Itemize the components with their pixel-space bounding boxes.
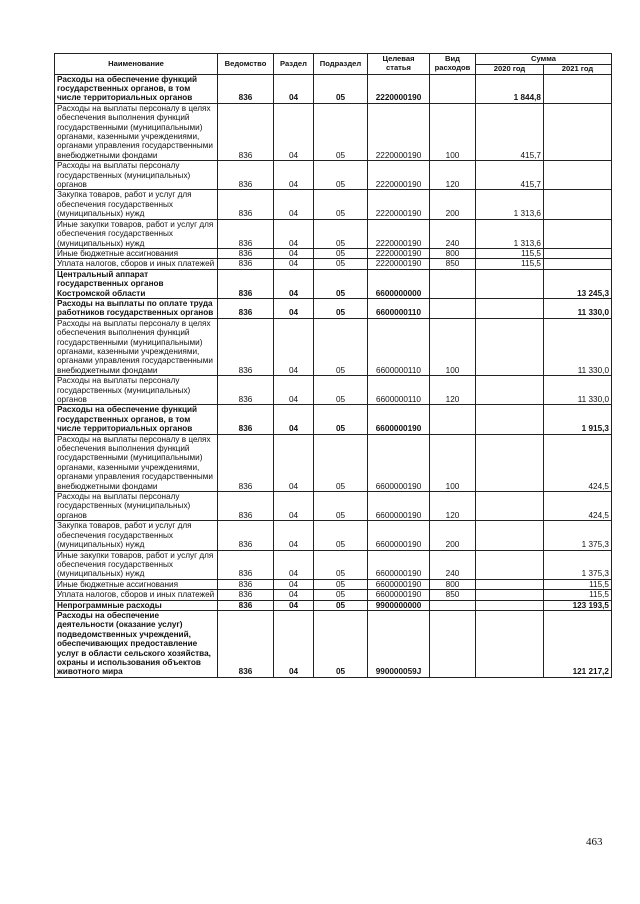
cell-department: 836 [218,405,274,434]
cell-sum-2020: 1 313,6 [476,219,544,248]
cell-target: 6600000190 [368,405,430,434]
cell-department: 836 [218,600,274,610]
table-row [55,74,612,103]
cell-name: Расходы на выплаты персоналу государственных (муниципальных) органов [55,376,218,405]
header-sum: Сумма [476,54,612,65]
cell-subsection: 05 [314,103,368,160]
cell-sum-2020 [476,590,544,600]
cell-sum-2021 [544,103,612,160]
cell-sum-2020 [476,492,544,521]
cell-name: Иные бюджетные ассигнования [55,579,218,589]
cell-sum-2020: 415,7 [476,161,544,190]
cell-expense-type [430,74,476,103]
cell-department: 836 [218,161,274,190]
cell-sum-2021 [544,259,612,269]
cell-subsection: 05 [314,219,368,248]
cell-name: Иные закупки товаров, работ и услуг для обеспечения государственных (муниципальных) нужд [55,550,218,579]
cell-department: 836 [218,550,274,579]
table-row [55,434,612,491]
cell-sum-2021: 1 915,3 [544,405,612,434]
cell-target: 6600000190 [368,434,430,491]
table-row [55,492,612,521]
cell-section: 04 [274,298,314,318]
cell-target: 2220000190 [368,103,430,160]
cell-sum-2020 [476,521,544,550]
table-row [55,590,612,600]
cell-target: 6600000000 [368,269,430,298]
cell-section: 04 [274,219,314,248]
cell-expense-type: 240 [430,219,476,248]
cell-target: 2220000190 [368,190,430,219]
cell-department: 836 [218,74,274,103]
cell-expense-type: 850 [430,259,476,269]
cell-name: Расходы на обеспечение функций государственных органов, в том числе территориальных органов [55,74,218,103]
cell-section: 04 [274,190,314,219]
cell-sum-2021 [544,74,612,103]
cell-expense-type [430,405,476,434]
cell-name: Расходы на выплаты персоналу государственных (муниципальных) органов [55,492,218,521]
cell-subsection: 05 [314,161,368,190]
cell-expense-type [430,298,476,318]
cell-sum-2021: 123 193,5 [544,600,612,610]
cell-sum-2020 [476,318,544,375]
cell-sum-2021: 13 245,3 [544,269,612,298]
cell-subsection: 05 [314,405,368,434]
cell-name: Расходы на обеспечение деятельности (оказание услуг) подведомственных учреждений, обеспечивающих предоставление услуг в области сельского хозяйства, охраны и использования объектов животного мира [55,610,218,677]
cell-target: 2220000190 [368,248,430,258]
cell-department: 836 [218,298,274,318]
cell-section: 04 [274,318,314,375]
table-row [55,405,612,434]
header-department: Ведомство [218,54,274,75]
cell-section: 04 [274,376,314,405]
cell-sum-2021: 121 217,2 [544,610,612,677]
cell-section: 04 [274,259,314,269]
table-row [55,298,612,318]
cell-name: Иные бюджетные ассигнования [55,248,218,258]
cell-section: 04 [274,161,314,190]
table-row [55,521,612,550]
cell-sum-2020 [476,550,544,579]
table-row [55,610,612,677]
cell-department: 836 [218,492,274,521]
cell-subsection: 05 [314,600,368,610]
cell-name: Уплата налогов, сборов и иных платежей [55,259,218,269]
table-row [55,259,612,269]
cell-subsection: 05 [314,74,368,103]
cell-expense-type: 240 [430,550,476,579]
cell-department: 836 [218,248,274,258]
cell-department: 836 [218,103,274,160]
cell-department: 836 [218,190,274,219]
cell-section: 04 [274,590,314,600]
cell-sum-2020 [476,434,544,491]
cell-department: 836 [218,259,274,269]
cell-target: 2220000190 [368,161,430,190]
cell-expense-type [430,269,476,298]
cell-department: 836 [218,318,274,375]
cell-target: 6600000190 [368,550,430,579]
cell-name: Закупка товаров, работ и услуг для обеспечения государственных (муниципальных) нужд [55,190,218,219]
cell-sum-2021: 11 330,0 [544,376,612,405]
cell-expense-type: 200 [430,521,476,550]
table-row [55,550,612,579]
cell-sum-2020: 1 313,6 [476,190,544,219]
cell-target: 6600000110 [368,376,430,405]
cell-sum-2021 [544,248,612,258]
cell-department: 836 [218,590,274,600]
cell-expense-type: 120 [430,161,476,190]
cell-sum-2020: 115,5 [476,248,544,258]
cell-target: 6600000190 [368,579,430,589]
cell-department: 836 [218,219,274,248]
cell-department: 836 [218,434,274,491]
cell-target: 6600000190 [368,590,430,600]
cell-target: 2220000190 [368,74,430,103]
cell-target: 990000059J [368,610,430,677]
cell-sum-2020 [476,600,544,610]
cell-sum-2021: 1 375,3 [544,550,612,579]
cell-sum-2021: 424,5 [544,492,612,521]
cell-subsection: 05 [314,190,368,219]
cell-target: 6600000190 [368,521,430,550]
table-row [55,269,612,298]
cell-target: 9900000000 [368,600,430,610]
cell-expense-type: 800 [430,579,476,589]
header-year-2021: 2021 год [544,65,612,75]
cell-section: 04 [274,492,314,521]
table-row [55,376,612,405]
cell-sum-2021: 424,5 [544,434,612,491]
cell-section: 04 [274,610,314,677]
cell-sum-2020 [476,376,544,405]
cell-subsection: 05 [314,492,368,521]
cell-section: 04 [274,521,314,550]
cell-name: Расходы на выплаты по оплате труда работников государственных органов [55,298,218,318]
cell-subsection: 05 [314,259,368,269]
cell-expense-type: 100 [430,318,476,375]
cell-subsection: 05 [314,269,368,298]
cell-section: 04 [274,600,314,610]
header-target: Целевая статья [368,54,430,75]
cell-expense-type: 120 [430,376,476,405]
cell-sum-2021: 115,5 [544,590,612,600]
cell-sum-2020 [476,579,544,589]
cell-section: 04 [274,579,314,589]
cell-subsection: 05 [314,590,368,600]
cell-sum-2020 [476,269,544,298]
cell-expense-type: 850 [430,590,476,600]
table-row [55,190,612,219]
cell-name: Иные закупки товаров, работ и услуг для обеспечения государственных (муниципальных) нужд [55,219,218,248]
cell-subsection: 05 [314,610,368,677]
cell-name: Непрограммные расходы [55,600,218,610]
cell-subsection: 05 [314,579,368,589]
cell-sum-2021: 1 375,3 [544,521,612,550]
cell-target: 2220000190 [368,259,430,269]
cell-sum-2021 [544,190,612,219]
cell-sum-2020: 415,7 [476,103,544,160]
cell-name: Закупка товаров, работ и услуг для обеспечения государственных (муниципальных) нужд [55,521,218,550]
cell-sum-2021: 11 330,0 [544,298,612,318]
cell-sum-2021 [544,219,612,248]
cell-target: 6600000110 [368,298,430,318]
cell-subsection: 05 [314,248,368,258]
cell-expense-type: 800 [430,248,476,258]
table-row [55,103,612,160]
cell-expense-type: 100 [430,103,476,160]
cell-sum-2020 [476,298,544,318]
cell-name: Центральный аппарат государственных органов Костромской области [55,269,218,298]
cell-target: 6600000110 [368,318,430,375]
cell-expense-type: 200 [430,190,476,219]
cell-subsection: 05 [314,434,368,491]
cell-section: 04 [274,103,314,160]
cell-expense-type: 100 [430,434,476,491]
cell-subsection: 05 [314,521,368,550]
cell-name: Расходы на выплаты персоналу государственных (муниципальных) органов [55,161,218,190]
header-section: Раздел [274,54,314,75]
cell-expense-type [430,600,476,610]
cell-sum-2021: 11 330,0 [544,318,612,375]
cell-name: Расходы на обеспечение функций государственных органов, в том числе территориальных органов [55,405,218,434]
cell-department: 836 [218,376,274,405]
cell-section: 04 [274,434,314,491]
cell-department: 836 [218,521,274,550]
cell-section: 04 [274,269,314,298]
cell-sum-2021: 115,5 [544,579,612,589]
cell-section: 04 [274,74,314,103]
table-row [55,219,612,248]
cell-target: 6600000190 [368,492,430,521]
cell-sum-2020: 115,5 [476,259,544,269]
table-row [55,318,612,375]
table-row [55,161,612,190]
cell-section: 04 [274,550,314,579]
cell-name: Уплата налогов, сборов и иных платежей [55,590,218,600]
cell-expense-type [430,610,476,677]
cell-subsection: 05 [314,298,368,318]
cell-name: Расходы на выплаты персоналу в целях обеспечения выполнения функций государственными (муниципальными) органами, казенными учреждениями, органами управления государственными внебюджетными фондами [55,103,218,160]
cell-department: 836 [218,579,274,589]
cell-subsection: 05 [314,318,368,375]
header-year-2020: 2020 год [476,65,544,75]
header-name: Наименование [55,54,218,75]
cell-department: 836 [218,610,274,677]
table-row [55,248,612,258]
cell-name: Расходы на выплаты персоналу в целях обеспечения выполнения функций государственными (муниципальными) органами, казенными учреждениями, органами управления государственными внебюджетными фондами [55,434,218,491]
cell-sum-2021 [544,161,612,190]
cell-section: 04 [274,405,314,434]
cell-target: 2220000190 [368,219,430,248]
table-body [55,74,612,677]
cell-name: Расходы на выплаты персоналу в целях обеспечения выполнения функций государственными (муниципальными) органами, казенными учреждениями, органами управления государственными внебюджетными фондами [55,318,218,375]
table-row [55,579,612,589]
cell-subsection: 05 [314,376,368,405]
cell-sum-2020: 1 844,8 [476,74,544,103]
cell-expense-type: 120 [430,492,476,521]
header-expense-type: Вид расходов [430,54,476,75]
page-number: 463 [586,836,603,848]
header-subsection: Подраздел [314,54,368,75]
cell-sum-2020 [476,610,544,677]
table-row [55,600,612,610]
budget-table [54,53,612,678]
cell-section: 04 [274,248,314,258]
cell-department: 836 [218,269,274,298]
cell-subsection: 05 [314,550,368,579]
cell-sum-2020 [476,405,544,434]
